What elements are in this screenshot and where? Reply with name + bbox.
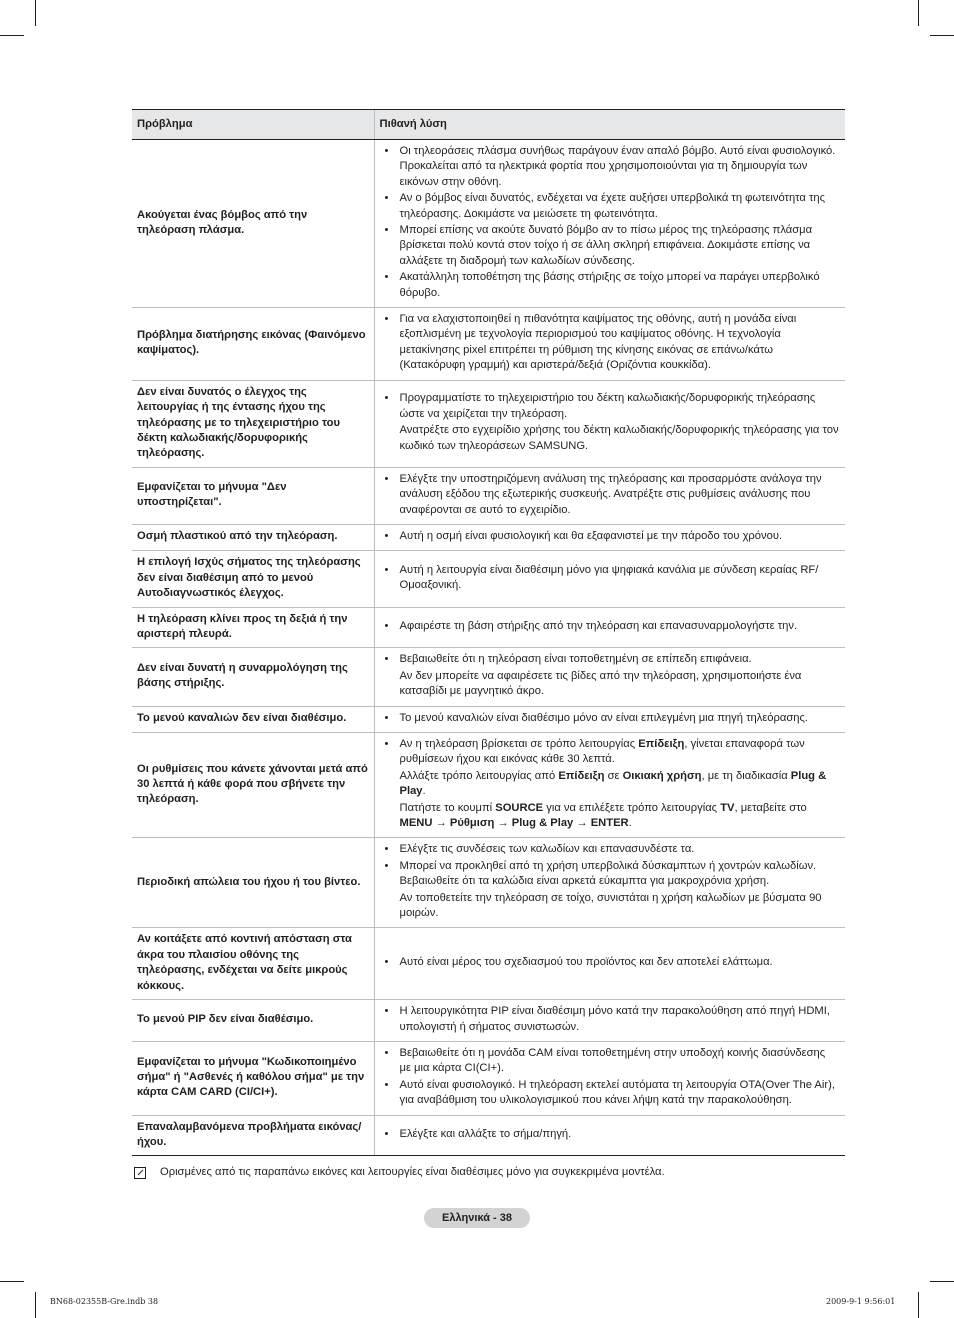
crop-mark xyxy=(918,0,919,26)
solution-cell xyxy=(374,928,845,1000)
solution-list xyxy=(383,312,840,374)
crop-mark xyxy=(35,1292,36,1318)
solution-cell xyxy=(374,1041,845,1115)
table-row xyxy=(132,524,845,550)
problem-cell: Εμφανίζεται το μήνυμα "Κωδικοποιημένο σήμα" ή "Ασθενές ή καθόλου σήμα" με την κάρτα CAM CARD (CI/CI+). xyxy=(132,1041,374,1115)
solution-bullet: • Αν ο βόμβος είναι δυνατός, ενδέχεται να έχετε αυξήσει υπερβολικά τη φωτεινότητα της τηλεόρασης. Δοκιμάστε να μειώσετε τη φωτεινότητα. xyxy=(383,191,840,222)
crop-mark xyxy=(0,1281,24,1282)
solution-continuation: Πατήστε το κουμπί SOURCE για να επιλέξετε τρόπο λειτουργίας TV, μεταβείτε στο MENU → Ρύθμιση → Plug & Play → ENTER. xyxy=(399,801,807,830)
solution-list xyxy=(383,144,840,301)
problem-cell: Επαναλαμβανόμενα προβλήματα εικόνας/ήχου. xyxy=(132,1115,374,1156)
problem-cell: Η τηλεόραση κλίνει προς τη δεξιά ή την αριστερή πλευρά. xyxy=(132,607,374,648)
solution-bullet: • Ακατάλληλη τοποθέτηση της βάσης στήριξης σε τοίχο μπορεί να παράγει υπερβολικό θόρυβο. xyxy=(383,270,840,301)
table-header-row xyxy=(132,110,845,140)
solution-bullet: • Μπορεί να προκληθεί από τη χρήση υπερβολικά δύσκαμπτων ή χοντρών καλωδίων. Βεβαιωθείτε ότι τα καλώδια είναι αρκετά εύκαμπτα για μακροχρόνια χρήση. xyxy=(383,859,840,890)
solution-cell xyxy=(374,838,845,928)
crop-mark xyxy=(0,35,24,36)
solution-list xyxy=(383,842,840,921)
solution-cell xyxy=(374,706,845,732)
note-icon xyxy=(134,1167,146,1179)
table-row xyxy=(132,140,845,308)
table-row xyxy=(132,1041,845,1115)
solution-bullet: • Αυτή η οσμή είναι φυσιολογική και θα εξαφανιστεί με την πάροδο του χρόνου. xyxy=(383,529,840,544)
problem-cell: Οι ρυθμίσεις που κάνετε χάνονται μετά από 30 λεπτά ή κάθε φορά που σβήνετε την τηλεόραση. xyxy=(132,733,374,838)
table-row xyxy=(132,467,845,524)
solution-continuation: Ανατρέξτε στο εγχειρίδιο χρήσης του δέκτη καλωδιακής/δορυφορικής τηλεόρασης για τον κωδικό των τηλεοράσεων SAMSUNG. xyxy=(399,424,839,452)
table-body xyxy=(132,140,845,1156)
table-row xyxy=(132,733,845,838)
problem-cell: Εμφανίζεται το μήνυμα "Δεν υποστηρίζεται". xyxy=(132,467,374,524)
problem-cell: Αν κοιτάξετε από κοντινή απόσταση στα άκρα του πλαισίου οθόνης της τηλεόρασης, ενδέχεται να δείτε μικρούς κόκκους. xyxy=(132,928,374,1000)
problem-cell: Το μενού καναλιών δεν είναι διαθέσιμο. xyxy=(132,706,374,732)
solution-list xyxy=(383,472,840,518)
footer-datetime: 2009-9-1 9:56:01 xyxy=(826,1297,896,1306)
solution-list xyxy=(383,529,840,544)
solution-list xyxy=(383,652,840,699)
table-row xyxy=(132,838,845,928)
troubleshooting-section xyxy=(132,109,845,1180)
table-row xyxy=(132,928,845,1000)
solution-cell xyxy=(374,140,845,308)
column-header-solution: Πιθανή λύση xyxy=(374,110,845,140)
solution-list xyxy=(383,563,840,594)
problem-cell: Πρόβλημα διατήρησης εικόνας (Φαινόμενο καψίματος). xyxy=(132,308,374,381)
solution-bullet: • Ελέγξτε τις συνδέσεις των καλωδίων και επανασυνδέστε τα. xyxy=(383,842,840,857)
table-row xyxy=(132,308,845,381)
solution-bullet: • Αυτή η λειτουργία είναι διαθέσιμη μόνο για ψηφιακά κανάλια με σύνδεση κεραίας RF/ Ομοαξονική. xyxy=(383,563,840,594)
solution-list xyxy=(383,619,840,634)
solution-bullet: • Βεβαιωθείτε ότι η τηλεόραση είναι τοποθετημένη σε επίπεδη επιφάνεια. xyxy=(383,652,840,667)
problem-cell: Οσμή πλαστικού από την τηλεόραση. xyxy=(132,524,374,550)
table-row xyxy=(132,1000,845,1042)
solution-bullet: • Αν η τηλεόραση βρίσκεται σε τρόπο λειτουργίας Επίδειξη, γίνεται επαναφορά των ρυθμίσεων ήχου και εικόνας κάθε 30 λεπτά. xyxy=(383,737,840,768)
solution-bullet: • Οι τηλεοράσεις πλάσμα συνήθως παράγουν έναν απαλό βόμβο. Αυτό είναι φυσιολογικό. Προκαλείται από τα ηλεκτρικά φορτία που χρησιμοποιούνται για τη δημιουργία των εικόνων στην οθόνη. xyxy=(383,144,840,190)
problem-cell: Η επιλογή Ισχύς σήματος της τηλεόρασης δεν είναι διαθέσιμη από το μενού Αυτοδιαγνωστικός έλεγχος. xyxy=(132,551,374,607)
solution-cell xyxy=(374,733,845,838)
table-row xyxy=(132,607,845,648)
footnote xyxy=(132,1165,845,1180)
solution-cell xyxy=(374,1000,845,1042)
crop-mark xyxy=(35,0,36,26)
solution-list xyxy=(383,711,840,726)
solution-list xyxy=(383,955,840,970)
solution-bullet: • Αυτό είναι μέρος του σχεδιασμού του προϊόντος και δεν αποτελεί ελάττωμα. xyxy=(383,955,840,970)
crop-mark xyxy=(918,1292,919,1318)
column-header-problem: Πρόβλημα xyxy=(132,110,374,140)
table-row xyxy=(132,1115,845,1156)
solution-continuation: Αν δεν μπορείτε να αφαιρέσετε τις βίδες από την τηλεόραση, χρησιμοποιήστε ένα κατσαβίδι με μαγνητικό άκρο. xyxy=(399,669,802,698)
troubleshooting-table xyxy=(132,109,845,1156)
solution-bullet: • Ελέγξτε και αλλάξτε το σήμα/πηγή. xyxy=(383,1127,840,1142)
solution-bullet: • Αυτό είναι φυσιολογικό. Η τηλεόραση εκτελεί αυτόματα τη λειτουργία OTA(Over The Air), για αναβάθμιση του υλικολογισμικού που κάνει λήψη κατά την παρακολούθηση. xyxy=(383,1078,840,1109)
crop-mark xyxy=(930,35,954,36)
solution-bullet: • Προγραμματίστε το τηλεχειριστήριο του δέκτη καλωδιακής/δορυφορικής τηλεόρασης ώστε να χειρίζεται την τηλεόραση. xyxy=(383,391,840,422)
solution-bullet: • Ελέγξτε την υποστηριζόμενη ανάλυση της τηλεόρασης και προσαρμόστε ανάλογα την ανάλυση εξόδου της εξωτερικής συσκευής. Ανατρέξτε στις ρυθμίσεις ανάλυσης που αναφέρονται σε αυτό το εγχειρίδιο. xyxy=(383,472,840,518)
solution-bullet: • Αφαιρέστε τη βάση στήριξης από την τηλεόραση και επανασυναρμολογήστε την. xyxy=(383,619,840,634)
solution-cell xyxy=(374,308,845,381)
solution-bullet: • Για να ελαχιστοποιηθεί η πιθανότητα καψίματος της οθόνης, αυτή η μονάδα είναι εξοπλισμένη με τεχνολογία περιορισμού του καψίματος οθόνης. Η τεχνολογία μετακίνησης pixel επιτρέπει τη ρύθμιση της κίνησης εικόνας σε επάνω/κάτω (Κατακόρυφη γραμμή) και αριστερά/δεξιά (Οριζόντια κουκκίδα). xyxy=(383,312,840,374)
solution-continuation: Αλλάξτε τρόπο λειτουργίας από Επίδειξη σε Οικιακή χρήση, με τη διαδικασία Plug & Play. xyxy=(399,769,827,798)
table-row xyxy=(132,551,845,607)
problem-cell: Το μενού PIP δεν είναι διαθέσιμο. xyxy=(132,1000,374,1042)
footer-file-info: BN68-02355B-Gre.indb 38 xyxy=(50,1297,159,1306)
solution-cell xyxy=(374,551,845,607)
problem-cell: Δεν είναι δυνατή η συναρμολόγηση της βάσης στήριξης. xyxy=(132,648,374,706)
solution-cell xyxy=(374,1115,845,1156)
problem-cell: Ακούγεται ένας βόμβος από την τηλεόραση πλάσμα. xyxy=(132,140,374,308)
solution-list xyxy=(383,391,840,454)
solution-continuation: Αν τοποθετείτε την τηλεόραση σε τοίχο, συνιστάται η χρήση καλωδίων με βύσματα 90 μοιρών. xyxy=(399,891,822,920)
problem-cell: Δεν είναι δυνατός ο έλεγχος της λειτουργίας ή της έντασης ήχου της τηλεόρασης με το τηλεχειριστήριο του δέκτη καλωδιακής/δορυφορικής τηλεόρασης. xyxy=(132,380,374,467)
solution-list xyxy=(383,737,840,831)
problem-cell: Περιοδική απώλεια του ήχου ή του βίντεο. xyxy=(132,838,374,928)
solution-list xyxy=(383,1004,840,1035)
solution-cell xyxy=(374,648,845,706)
solution-cell xyxy=(374,467,845,524)
table-row xyxy=(132,380,845,467)
table-row xyxy=(132,706,845,732)
footnote-text: Ορισμένες από τις παραπάνω εικόνες και λειτουργίες είναι διαθέσιμες μόνο για συγκεκριμένα μοντέλα. xyxy=(160,1166,665,1179)
solution-cell xyxy=(374,524,845,550)
solution-cell xyxy=(374,380,845,467)
solution-bullet: • Βεβαιωθείτε ότι η μονάδα CAM είναι τοποθετημένη στην υποδοχή κοινής διασύνδεσης με μια κάρτα CI(CI+). xyxy=(383,1046,840,1077)
page-number-badge: Ελληνικά - 38 xyxy=(424,1208,530,1228)
crop-mark xyxy=(930,1281,954,1282)
solution-list xyxy=(383,1127,840,1142)
solution-bullet: • Μπορεί επίσης να ακούτε δυνατό βόμβο αν το πίσω μέρος της τηλεόρασης πλάσμα βρίσκεται πολύ κοντά στον τοίχο ή σε άλλη σκληρή επιφάνεια. Δοκιμάστε επίσης να αλλάξετε τη διαδρομή των καλωδίων σύνδεσης. xyxy=(383,223,840,269)
solution-bullet: • Το μενού καναλιών είναι διαθέσιμο μόνο αν είναι επιλεγμένη μια πηγή τηλεόρασης. xyxy=(383,711,840,726)
solution-bullet: • Η λειτουργικότητα PIP είναι διαθέσιμη μόνο κατά την παρακολούθηση από πηγή HDMI, υπολογιστή ή σήματος συνιστωσών. xyxy=(383,1004,840,1035)
solution-cell xyxy=(374,607,845,648)
solution-list xyxy=(383,1046,840,1109)
table-row xyxy=(132,648,845,706)
